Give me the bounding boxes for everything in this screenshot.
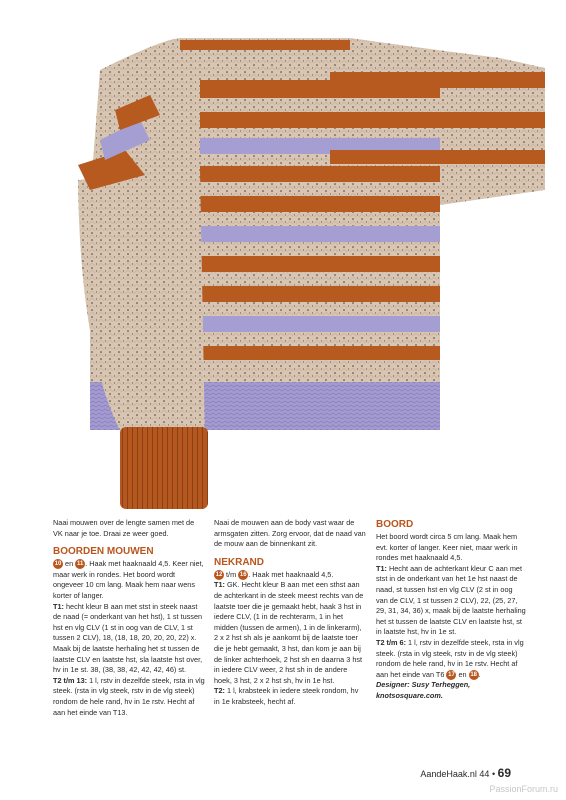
round-label: T1: [376,563,387,573]
round-text: hecht kleur B aan met stst in steek naast de naad (= onderkant van het hst), 1 st tussen hst en vlg CLV (1 st in oog van de CLV, 1 st tussen 2 CLV), 18, (18, 18, 20, 20, 20, 22) x. Maak bij de laatste herhaling het st tussen de laatste CLV en laatste hst, sla laatste hst over, hv in 1e st. 38, (38, 38, 42, 42, 42, 46) st. [53,601,203,675]
paragraph [53,559,205,601]
watermark: PassionForum.ru [489,784,558,794]
round-text: 1 l, rstv in dezelfde steek, rsta in vlg steek. (rsta in vlg steek, rstv in de vlg steek) rondom de hele rand, hv in 1e rstv. Hecht af aan het einde van T6 [376,637,524,679]
round-2: T2 t/m 6: 1 l, rstv in dezelfde steek, rsta in vlg steek. (rsta in vlg steek, rstv in de vlg steek) rondom de hele rand, hv in 1e rstv. Hecht af aan het einde van T6 17 en 18 . [376,637,524,679]
conjunction: t/m [226,569,237,579]
column-middle [214,518,366,708]
round-label: T1: [53,601,64,611]
round-2 [214,686,366,707]
magazine-site: AandeHaak.nl 44 [420,769,490,779]
conjunction: en [65,559,74,569]
color-badge: 16 [239,571,247,578]
column-right [376,518,526,702]
round-2 [53,676,205,718]
round-text: Hecht aan de achterkant kleur C aan met stst in de onderkant van het 1e hst naast de naad, st tussen hst en vlg CLV (2 st in oog van de CLV, 1 st tussen 2 CLV), 22, (25, 27, 29, 31, 34, 36) x, maak bij de laatste herhaling het st tussen de laatste CLV en laatste hst, st in laatste hst, hv in 1e st. [376,563,526,637]
paragraph-text: Het boord wordt circa 5 cm lang. Maak hem evt. korter of langer. Keer niet, maar werk in rondes met haaknaald 4,5. [376,532,518,563]
section-heading: NEKRAND [214,556,264,568]
round-text: 1 l, krabsteek in iedere steek rondom, hv in 1e krabsteek, hecht af. [214,686,359,706]
section-heading: BOORDEN MOUWEN [53,546,154,558]
color-badge: 17 [448,671,455,678]
section-heading: BOORD [376,519,414,530]
round-1 [376,564,526,638]
page-number: 69 [497,766,511,780]
round-label: T2 t/m 13: [53,675,88,685]
intro-text: Naai mouwen over de lengte samen met de VK naar je toe. Draai ze weer goed. [53,518,195,538]
color-badge: 18 [470,671,477,678]
conjunction: en [458,669,467,679]
paragraph-text: . Haak met haaknaald 4,5. [248,569,334,579]
color-badge: 12 [215,571,223,578]
paragraph [214,570,366,581]
designer-credit: Designer: Susy Terheggen, knotsosquare.com. [376,680,471,700]
round-1 [53,602,205,676]
round-label: T2: [214,686,225,696]
paragraph-text: . Haak met haaknaald 4,5. Keer niet, maar werk in rondes. Het boord wordt ongeveer 10 cm lang. Maak hem naar wens korter of langer. [53,559,204,600]
color-badge: 10 [54,561,62,568]
bullet: • [491,769,496,779]
round-1 [214,580,366,686]
round-text: GK. Hecht kleur B aan met een sthst aan de achterkant in de steek meest rechts van de laatste toer die je gemaakt hebt, haak 3 hst in iedere CLV, (1 in de rechterarm, 1 in het midden (tussen de armen), 1 in de linkerarm), 2 x 2 hst sh als je aankomt bij de laatste toer die je hebt gemaakt, 3 hst, dan kom je aan bij de linker achterhoek, 2 hst sh en daarna 3 hst in iedere CLV weer, 2 hst sh in de andere hoek, 3 hst, 2 x 2 hst sh, hv in 1e hst. [214,580,364,685]
page-footer [420,766,511,780]
round-label: T2 t/m 6: [376,637,407,647]
intro-text: Naai de mouwen aan de body vast waar de armsgaten zitten. Zorg ervoor, dat de naad van de mouw aan de binnenkant zit. [214,518,366,549]
column-left [53,518,205,718]
color-badge: 11 [77,561,84,568]
round-text: 1 l, rstv in dezelfde steek, rsta in vlg steek. (rsta in vlg steek, rstv in de vlg steek) rondom de hele rand, hv in 1e rstv. Hecht af aan het einde van T13. [53,675,205,717]
round-label: T1: [214,580,225,590]
